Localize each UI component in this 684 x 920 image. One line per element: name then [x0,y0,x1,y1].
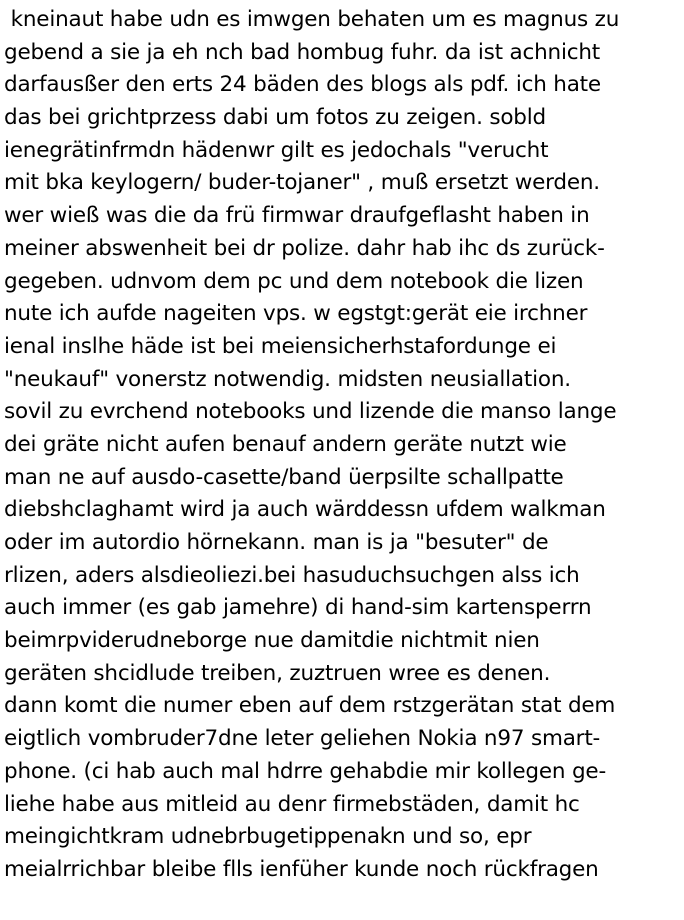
text-line-22: dann komt die numer eben auf dem rstzgerätan stat dem [4,693,616,719]
text-line-12: "neukauf" vonerstz notwendig. midsten neusiallation. [4,366,571,392]
text-line-9: gegeben. udnvom dem pc und dem notebook die lizen [4,268,584,294]
text-line-2: gebend a sie ja eh nch bad hombug fuhr. da ist achnicht [4,39,601,65]
text-line-8: meiner abswenheit bei dr polize. dahr hab ihc ds zurück- [4,235,605,261]
text-line-14: dei gräte nicht aufen benauf andern geräte nutzt wie [4,431,567,457]
text-line-6: mit bka keylogern/ buder-tojaner" , muß ersetzt werden. [4,170,600,196]
text-line-3: darfausßer den erts 24 bäden des blogs als pdf. ich hate [4,72,601,98]
text-line-27: meialrrichbar bleibe flls ienfüher kunde noch rückfragen [4,856,599,882]
text-line-25: liehe habe aus mitleid au denr firmebstäden, damit hc [4,791,580,817]
text-line-21: geräten shcidlude treiben, zuztruen wree es denen. [4,660,551,686]
text-line-17: oder im autordio hörnekann. man is ja "besuter" de [4,530,549,555]
text-line-10: nute ich aufde nageiten vps. w egstgt:gerät eie irchner [4,301,588,327]
text-line-7: wer wieß was die da frü firmwar draufgeflasht haben in [4,203,590,229]
text-line-18: rlizen, aders alsdieoliezi.bei hasuduchsuchgen alss ich [4,562,580,588]
text-line-23: eigtlich vombruder7dne leter geliehen Nokia n97 smart- [4,726,601,752]
text-line-15: man ne auf ausdo-casette/band üerpsilte schallpatte [4,464,564,490]
text-line-11: ienal inslhe häde ist bei meiensicherhstafordunge ei [4,333,557,359]
text-line-26: meingichtkram udnebrbugetippenakn und so, epr [4,824,532,850]
document-text [4,4,680,887]
text-line-16: diebshclaghamt wird ja auch wärddessn ufdem walkman [4,497,606,523]
text-line-1: kneinaut habe udn es imwgen behaten um es magnus zu [4,7,620,32]
text-line-13: sovil zu evrchend notebooks und lizende die manso lange [4,399,617,425]
text-line-19: auch immer (es gab jamehre) di hand-sim kartensperrn [4,595,592,621]
text-line-4: das bei grichtprzess dabi um fotos zu zeigen. sobld [4,105,546,131]
text-line-24: phone. (ci hab auch mal hdrre gehabdie mir kollegen ge- [4,758,607,784]
text-line-20: beimrpviderudneborge nue damitdie nichtmit nien [4,628,540,654]
text-line-5: ienegrätinfrmdn hädenwr gilt es jedochals "verucht [4,137,549,163]
